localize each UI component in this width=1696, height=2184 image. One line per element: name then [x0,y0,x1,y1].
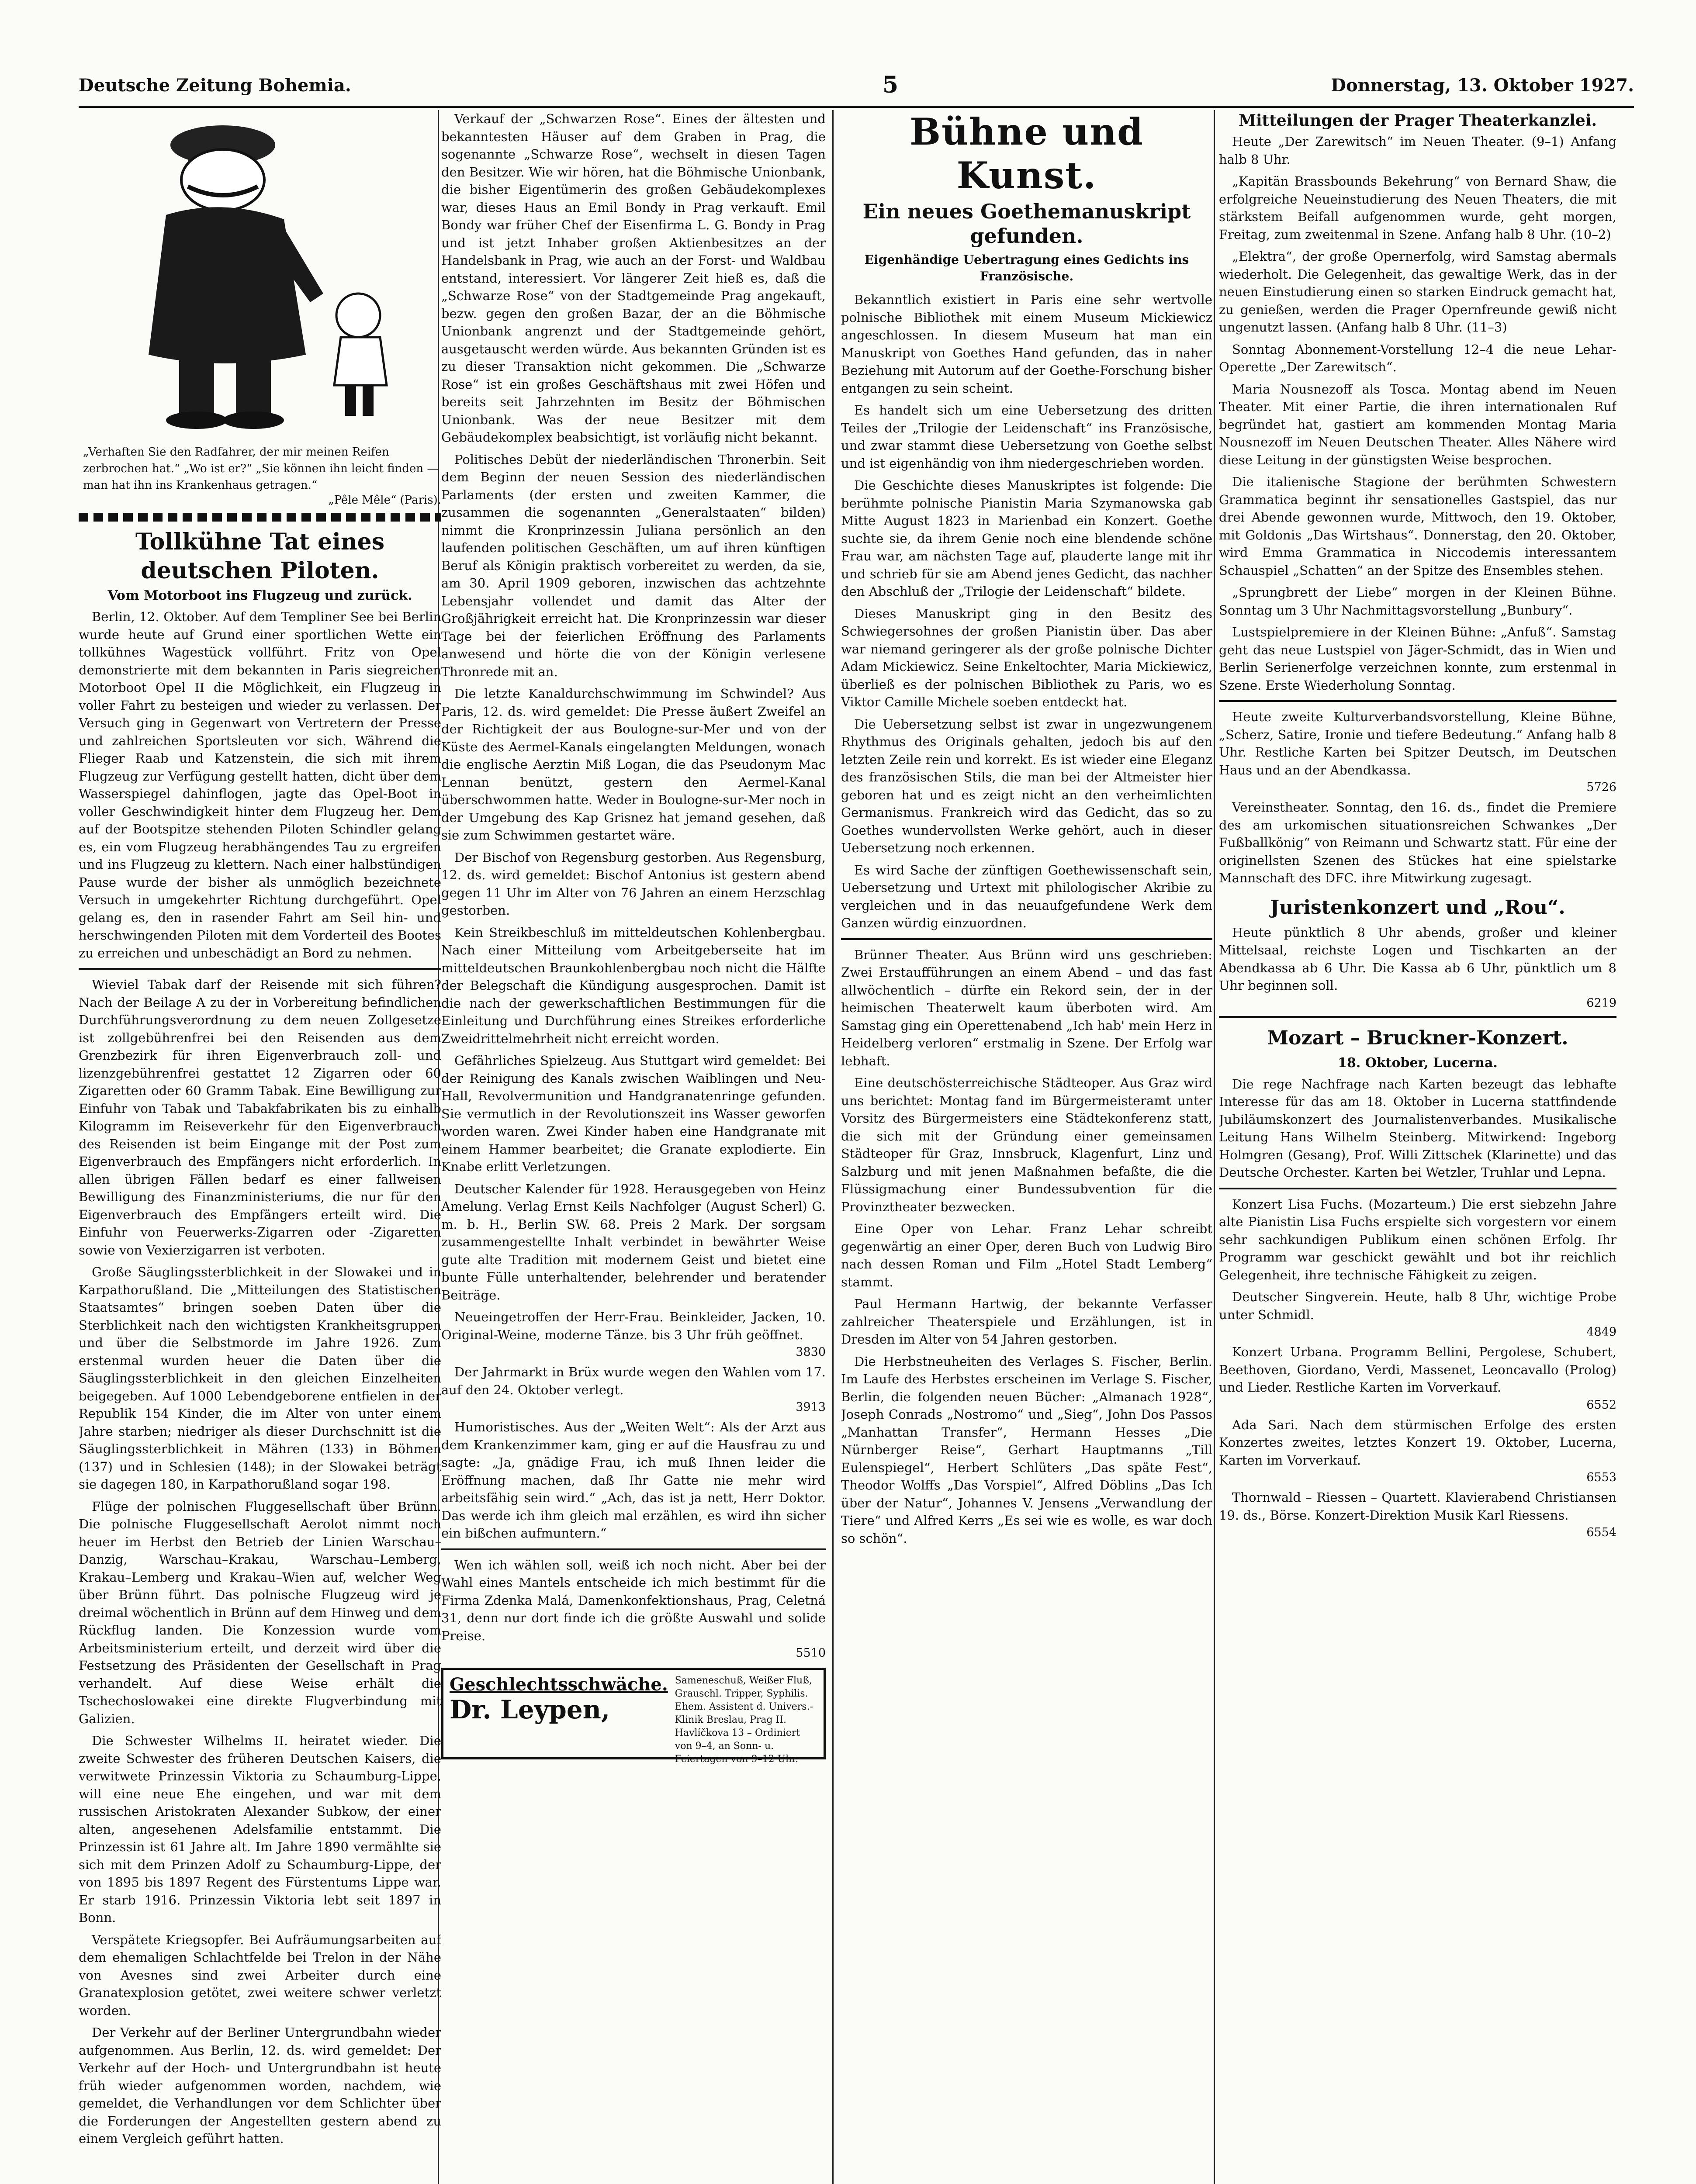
article-paragraph: Die Uebersetzung selbst ist zwar in ungezwungenem Rhythmus des Originals gehalten, jedoch bis auf den letzten Zeile rein und korrekt. Es ist wieder eine Eleganz des französischen Stils, die man bei der Altmeister hier geboren hat und es zeigt nicht an den verheimlichten Germanismus. Frankreich wird das Gedicht, das so zu Goethes wundervollsten Werke gehört, auch in dieser Uebersetzung noch erkennen. [841,716,1212,855]
concert-notice: Ada Sari. Nach dem stürmischen Erfolge des ersten Konzertes zweites, letztes Konzert 19. Oktober, Lucerna, Karten im Vorverkauf. [1219,1417,1616,1468]
news-item: Flüge der polnischen Fluggesellschaft über Brünn. Die polnische Fluggesellschaft Aerolot nimmt noch heuer im Herbst den Betrieb der Linien Warschau–Danzig, Warschau–Krakau, Warschau–Lemberg, Krakau–Lemberg und Krakau–Wien auf, welcher Weg über Brünn führt. Das polnische Flugzeug wird je dreimal wöchentlich in Brünn auf dem Hinweg und dem Rückflug landen. Die Konzession wurde vom Arbeitsministerium erteilt, und derzeit wird über die Festsetzung des Präsidenten der Gesellschaft in Prag verhandelt. Auf diese Weise erhält die Tschechoslowakei eine direkte Flugverbindung mit Galizien. [79,1499,441,1726]
ad-number: 5510 [796,1646,826,1660]
theater-notice: Die italienische Stagione der berühmten Schwestern Grammatica beginnt ihr sensationelles Gastspiel, das nur drei Abende gewonnen wurde, Mittwoch, den 19. Oktober, mit Goldonis „Das Wirtshaus“. Donnerstag, den 20. Oktober, wird Emma Grammatica in Niccodemis interessantem Schauspiel „Schatten“ an der Spitze des Ensembles stehen. [1219,474,1616,578]
divider [79,968,441,970]
ad-number: 6554 [1586,1526,1616,1539]
ad-text: Sameneschuß, Weißer Fluß, Grauschl. Tripper, Syphilis. Ehem. Assistent d. Univers.-Klinik Breslau, Prag II. Havlíčkova 13 – Ordiniert von 9–4, an Sonn- u. Feiertagen von 9–12 Uhr. [675,1675,813,1765]
divider [441,1548,826,1550]
news-item: Gefährliches Spielzeug. Aus Stuttgart wird gemeldet: Bei der Reinigung des Kanals zwischen Waiblingen und Neu-Hall, Revolvermunition und Handgranatenringe gefunden. Sie vermutlich in der Revolutionszeit ins Wasser geworfen worden waren. Zwei Kinder haben eine Handgranate mit einem Hammer bearbeitet; die Granate explodierte. Ein Knabe erlitt Verletzungen. [441,1053,826,1174]
theater-notice: Lustspielpremiere in der Kleinen Bühne: „Anfuß“. Samstag geht das neue Lustspiel von Jäger-Schmidt, das in Wien und Berlin Serienerfolge verzeichnen konnte, zum erstenmal in Szene. Erste Wiederholung Sonntag. [1219,625,1616,693]
news-item: Verspätete Kriegsopfer. Bei Aufräumungsarbeiten auf dem ehemaligen Schlachtfelde bei Trelon in der Nähe von Avesnes sind zwei Arbeiter durch eine Granatexplosion getötet, zwei weitere schwer verletzt worden. [79,1932,441,2018]
article-paragraph: Es handelt sich um eine Uebersetzung des dritten Teiles der „Trilogie der Leidenschaft“ ins Französische, und zwar stammt diese Uebersetzung von Goethe selbst und ist eigenhändig von ihm niedergeschrieben worden. [841,403,1212,471]
divider [841,938,1212,940]
column-2 [441,110,826,2184]
article-paragraph: Die Geschichte dieses Manuskriptes ist folgende: Die berühmte polnische Pianistin Maria Szymanowska gab Mitte August 1823 in Marienbad ein Konzert. Goethe suchte sie, da ihrem Genie noch eine blendende schöne Frau war, am nächsten Tage auf, plauderte lange mit ihr und schrieb für sie am Abend jenes Gedicht, das nachher den Abschluß der „Trilogie der Leidenschaft“ bildete. [841,478,1212,599]
column-rule [1214,110,1215,2184]
column-rule [832,110,834,2184]
ornamental-divider [79,513,441,522]
article-paragraph: Berlin, 12. Oktober. Auf dem Templiner See bei Berlin wurde heute auf Grund einer sportlichen Wette ein tollkühnes Wagestück vollführt. Fritz von Opel demonstrierte mit dem bekannten in Paris siegreichen Motorboot Opel II die Möglichkeit, ein Flugzeug in voller Fahrt zu besteigen und wieder zu verlassen. Der Versuch ging in Gegenwart von Vertretern der Presse und zahlreichen Sportsleuten vor sich. Während die Flieger Raab und Katzenstein, die sich mit ihrem Flugzeug zur Verfügung gestellt hatten, dicht über dem Wasserspiegel dahinflogen, jagte das Opel-Boot in voller Geschwindigkeit hinter dem Flugzeug her. Dem auf der Bootspitze stehenden Piloten Schindler gelang es, ein vom Flugzeug herabhängendes Tau zu ergreifen und ins Flugzeug zu klettern. Nach einer halbstündigen Pause wurde der bisher als unmöglich bezeichnete Versuch in umgekehrter Richtung durchgeführt. Opel gelang es, den in rasender Fahrt am Seil hin- und herschwingenden Piloten mit dem Vorderteil des Bootes zu erreichen und unbeschädigt an Bord zu nehmen. [79,609,441,961]
classified-ad: Der Jahrmarkt in Brüx wurde wegen den Wahlen vom 17. auf den 24. Oktober verlegt. [441,1365,826,1397]
news-item: Deutscher Kalender für 1928. Herausgegeben von Heinz Amelung. Verlag Ernst Keils Nachfolger (August Scherl) G. m. b. H., Berlin SW. 68. Preis 2 Mark. Der sorgsam zusammengestellte Inhalt verbindet in bewährter Weise gute alte Tradition mit modernem Geist und bietet eine bunte Fülle unterhaltender, belehrender und beratender Beiträge. [441,1181,826,1303]
column-3 [841,110,1212,2184]
article-paragraph: Bekanntlich existiert in Paris eine sehr wertvolle polnische Bibliothek mit einem Museum Mickiewicz angeschlossen. In diesem Museum hat man ein Manuskript von Goethes Hand gefunden, das in naher Beziehung mit Autorum auf der Goethe-Forschung bisher entgangen zu sein scheint. [841,292,1212,396]
running-header [79,72,1634,108]
news-item: Der Verkehr auf der Berliner Untergrundbahn wieder aufgenommen. Aus Berlin, 12. ds. wird gemeldet: Der Verkehr auf der Hoch- und Untergrundbahn ist heute früh wieder aufgenommen worden, nachdem, wie gemeldet, die Verhandlungen vor dem Schlichter über die Forderungen der Angestellten gestern abend zu einem Vergleich geführt hatten. [79,2025,441,2146]
news-item: Eine Oper von Lehar. Franz Lehar schreibt gegenwärtig an einer Oper, deren Buch von Ludwig Biro nach dessen Roman und Film „Hotel Stadt Lemberg“ stammt. [841,1221,1212,1289]
news-item: Große Säuglingssterblichkeit in der Slowakei und in Karpathorußland. Die „Mitteilungen des Statistischen Staatsamtes“ bringen soeben Daten über die Sterblichkeit nach den wichtigsten Krankheitsgruppen und über die Selbstmorde im Jahre 1926. Zum erstenmal wurden heuer die Daten über die Säuglingssterblichkeit in den gleichen Einzelheiten beigegeben. Auf 1000 Lebendgeborene entfielen in der Republik 154 Kinder, die im Alter von unter einem Jahre starben; niedriger als dieser Durchschnitt ist die Säuglingssterblichkeit in Mähren (133) in Böhmen (137) und in Schlesien (148); in der Slowakei beträgt sie dagegen 180, in Karpathorußland sogar 198. [79,1265,441,1492]
news-item: Die Schwester Wilhelms II. heiratet wieder. Die zweite Schwester des früheren Deutschen Kaisers, die verwitwete Prinzessin Viktoria zu Schaumburg-Lippe, will eine neue Ehe eingehen, und war mit dem russischen Aristokraten Alexander Subkow, der einer alten, angesehenen Adelsfamilie entstammt. Die Prinzessin ist 61 Jahre alt. Im Jahre 1890 vermählte sie sich mit dem Prinzen Adolf zu Schaumburg-Lippe, der von 1895 bis 1897 Regent des Fürstentums Lippe war. Er starb 1916. Prinzessin Viktoria lebt seit 1897 in Bonn. [79,1733,441,1925]
news-item: Politisches Debüt der niederländischen Thronerbin. Seit dem Beginn der neuen Session des niederländischen Parlaments (der ersten und zweiten Kammer, die zusammen die sogenannten „Generalstaaten“ bilden) nimmt die Kronprinzessin Juliana persönlich an den laufenden politischen Geschäften, um auf ihren künftigen Beruf als Königin praktisch vorbereitet zu werden, da sie, am 30. April 1909 geboren, inzwischen das achtzehnte Lebensjahr vollendet und damit das Alter der Großjährigkeit erreicht hat. Die Kronprinzessin war dieser Tage bei der feierlichen Eröffnung des Parlaments anwesend und hörte die von der Königin verlesene Thronrede mit an. [441,452,826,679]
ad-number: 3913 [796,1400,826,1414]
ad-number: 5726 [1586,781,1616,794]
article-deck: Eigenhändige Uebertragung eines Gedichts ins Französische. [864,252,1189,283]
news-item: Paul Hermann Hartwig, der bekannte Verfasser zahlreicher Theaterspiele und Erzählungen, ist in Dresden im Alter von 54 Jahren gestorben. [841,1296,1212,1347]
article-paragraph: Es wird Sache der zünftigen Goethewissenschaft sein, Uebersetzung und Urtext mit philologischer Akribie zu vergleichen und in das neuaufgefundene Werk dem Ganzen würdig einzuordnen. [841,862,1212,930]
theater-notice: „Elektra“, der große Opernerfolg, wird Samstag abermals wiederholt. Die Gelegenheit, das gewaltige Werk, das in der neuen Einstudierung einen so starken Eindruck gemacht hat, zu genießen, werden die Prager Opernfreunde gewiß nicht ungenutzt lassen. (Anfang halb 8 Uhr. (11–3) [1219,249,1616,335]
ad-number: 6553 [1586,1471,1616,1484]
theater-notice: Sonntag Abonnement-Vorstellung 12–4 die neue Lehar-Operette „Der Zarewitsch“. [1219,342,1616,374]
divider [1219,1016,1616,1018]
concert-notice: Die rege Nachfrage nach Karten bezeugt das lebhafte Interesse für das am 18. Oktober in Lucerna stattfindende Jubiläumskonzert des Journalistenverbandes. Musikalische Leitung Hans Wilhelm Steinberg. Mitwirkend: Ingeborg Holmgren (Gesang), Prof. Willi Zittschek (Klarinette) und das Deutsche Orchester. Karten bei Wetzler, Truhlar und Lepna. [1219,1076,1616,1180]
news-item: Kein Streikbeschluß im mitteldeutschen Kohlenbergbau. Nach einer Mitteilung vom Arbeitgeberseite hat im mitteldeutschen Braunkohlenbergbau noch nicht die Hälfte der Belegschaft die Kündigung ausgesprochen. Damit ist die nach der gewerkschaftlichen Bestimmungen für die Einleitung und Durchführung eines Streikes erforderliche Zweidrittelmehrheit nicht erreicht worden. [441,925,826,1046]
news-item: Die letzte Kanaldurchschwimmung im Schwindel? Aus Paris, 12. ds. wird gemeldet: Die Presse äußert Zweifel an der Richtigkeit der aus Boulogne-sur-Mer und von der Küste des Aermel-Kanals eingelangten Meldungen, wonach die englische Aerztin Miß Logan, die das Pseudonym Mac Lennan benützt, gestern den Aermel-Kanal überschwommen hatte. Weder in Boulogne-sur-Mer noch in der Umgebung des Kap Grisnez hat jemand gesehen, daß sie zum Schwimmen gestartet wäre. [441,686,826,843]
divider [1219,700,1616,702]
column-4 [1219,110,1616,2184]
theater-notice: Vereinstheater. Sonntag, den 16. ds., findet die Premiere des am urkomischen situationsreichen Schwankes „Der Fußballkönig“ von Reimann und Schwartz statt. Für eine der originellsten Szenen des Stückes hat eine spielstarke Mannschaft des DFC. ihre Mitwirkung zugesagt. [1219,800,1616,885]
cartoon-source: „Pêle Mêle“ (Paris). [328,494,441,507]
doctor-advertisement [441,1668,826,1765]
ad-doctor-name: Dr. Leypen, [450,1695,610,1724]
classified-ad: Neueingetroffen der Herr-Frau. Beinkleider, Jacken, 10. Original-Weine, moderne Tänze. bis 3 Uhr früh geöffnet. [441,1310,826,1342]
article-paragraph: Dieses Manuskript ging in den Besitz des Schwiegersohnes der großen Pianistin über. Das aber war niemand geringerer als der große polnische Dichter Adam Mickiewicz. Seine Enkeltochter, Maria Mickiewicz, überließ es der polnischen Bibliothek zu Paris, wo es Viktor Camille Michele soeben entdeckt hat. [841,606,1212,709]
news-item: Die Herbstneuheiten des Verlages S. Fischer, Berlin. Im Laufe des Herbstes erscheinen im Verlage S. Fischer, Berlin, die folgenden neuen Bücher: „Almanach 1928“, Joseph Conrads „Nostromo“ und „Sieg“, John Dos Passos „Manhattan Transfer“, Hermann Hesses „Die Nürnberger Reise“, Gerhart Hauptmanns „Till Eulenspiegel“, Herbert Schlüters „Das späte Fest“, Theodor Wolffs „Das Vorspiel“, Alfred Döblins „Das Ich über der Natur“, Johannes V. Jensens „Verwandlung der Tiere“ und Alfred Kerrs „Es sei wie es wolle, es war doch so schön“. [841,1354,1212,1546]
concert-notice: Konzert Urbana. Programm Bellini, Pergolese, Schubert, Beethoven, Giordano, Verdi, Massenet, Leoncavallo (Prolog) und Lieder. Restliche Karten im Vorverkauf. [1219,1344,1616,1395]
news-item: Brünner Theater. Aus Brünn wird uns geschrieben: Zwei Erstaufführungen an einem Abend – und das fast allwöchentlich – dürfte ein Rekord sein, der in der heimischen Theaterwelt kaum überboten wird. Am Samstag ging ein Operettenabend „Ich hab' mein Herz in Heidelberg verloren“ erstmalig in Szene. Der Erfolg war lebhaft. [841,947,1212,1068]
theater-notice: Heute „Der Zarewitsch“ im Neuen Theater. (9–1) Anfang halb 8 Uhr. [1219,134,1616,167]
ad-number: 4849 [1586,1325,1616,1339]
concert-notice: Deutscher Singverein. Heute, halb 8 Uhr, wichtige Probe unter Schmidl. [1219,1289,1616,1322]
news-item: Verkauf der „Schwarzen Rose“. Eines der ältesten und bekanntesten Häuser auf dem Graben in Prag, die sogenannte „Schwarze Rose“, wechselt in diesen Tagen den Besitzer. Wie wir hören, hat die Böhmische Unionbank, die bisher Eigentümerin des großen Gebäudekomplexes war, dieses Haus an Emil Bondy in Prag verkauft. Emil Bondy war früher Chef der Eisenfirma L. G. Bondy in Prag und ist jetzt Inhaber großen Aktienbesitzes an der Handelsbank in Prag, wie auch an der Forst- und Waldbau entstand, interessiert. Vor längerer Zeit hieß es, daß die „Schwarze Rose“ von der Stadtgemeinde Prag angekauft, bezw. gegen den großen Bazar, der an die Böhmische Unionbank angrenzt und der Stadtgemeinde gehört, ausgetauscht werden würde. Aus bekannten Gründen ist es zu dieser Transaktion nicht gekommen. Die „Schwarze Rose“ ist ein großes Geschäftshaus mit zwei Höfen und bereits seit Jahrzehnten im Besitz der Böhmischen Unionbank. Was der neue Besitzer mit dem Gebäudekomplex beabsichtigt, ist vorläufig nicht bekannt. [441,111,826,445]
news-item: Wieviel Tabak darf der Reisende mit sich führen? Nach der Beilage A zu der in Vorbereitung befindlichen Durchführungsverordnung zu dem neuen Zollgesetze ist zollgebührenfrei bei den Reisenden aus dem Grenzbezirk für ihren Eigenverbrauch zoll- und lizenzgebührenfrei gestattet 12 Zigarren oder 60 Zigaretten oder 60 Gramm Tabak. Eine Bewilligung zur Einfuhr von Tabak und Tabakfabrikaten bis zu einhalb Kilogramm im Reiseverkehr für den Eigenverbrauch des Reisenden ist beim Eingange mit der Post zum Eigenverbrauch des Empfängers nicht erforderlich. In allen übrigen Fällen bedarf es einer fallweisen Bewilligung des Finanzministeriums, die nur für den Eigenverbrauch des Empfängers erteilt wird. Die Einfuhr von Feuerwerks-Zigarren oder -Zigaretten sowie von Vexierzigarren ist verboten. [79,977,441,1258]
theater-notice: Maria Nousnezoff als Tosca. Montag abend im Neuen Theater. Mit einer Partie, die ihren internationalen Ruf begründet hat, gastiert am kommenden Montag Maria Nousnezoff im Neuen Deutschen Theater. Alles Nähere wird diese Leitung in der günstigsten Weise besprochen. [1219,381,1616,467]
cartoon-caption: „Verhaften Sie den Radfahrer, der mir meinen Reifen zerbrochen hat.“ „Wo ist er?“ „Sie können ihn leicht finden — man hat ihn ins Krankenhaus getragen.“ [83,446,439,492]
policeman-and-child-drawing [79,110,441,442]
article-headline: Juristenkonzert und „Rou“. [1270,896,1565,919]
ad-number: 6219 [1586,996,1616,1010]
header-paper-name: Deutsche Zeitung Bohemia. [79,75,351,96]
article-headline: Mozart – Bruckner-Konzert. [1267,1026,1568,1049]
section-heading: Mitteilungen der Prager Theaterkanzlei. [1238,111,1597,130]
cartoon-illustration [79,110,441,442]
concert-notice: Thornwald – Riessen – Quartett. Klavierabend Christiansen 19. ds., Börse. Konzert-Direktion Musik Karl Riessens. [1219,1490,1616,1523]
theater-notice: „Kapitän Brassbounds Bekehrung“ von Bernard Shaw, die erfolgreiche Neueinstudierung des Neuen Theaters, die mit stärkstem Beifall aufgenommen wurde, geht morgen, Freitag, zum zweitenmal in Szene. Anfang halb 8 Uhr. (10–2) [1219,174,1616,242]
article-deck: 18. Oktober, Lucerna. [1338,1055,1498,1071]
news-item: Humoristisches. Aus der „Weiten Welt“: Als der Arzt aus dem Krankenzimmer kam, ging er auf die Hausfrau zu und sagte: „Ja, gnädige Frau, ich muß Ihnen leider die Eröffnung machen, daß Ihr Gatte nie mehr wird arbeitsfähig sein wird.“ „Ach, das ist ja nett, Herr Doktor. Das werde ich ihm gleich mal erzählen, es wird ihn sicher ein bißchen aufmuntern.“ [441,1420,826,1541]
classified-ad: Wen ich wählen soll, weiß ich noch nicht. Aber bei der Wahl eines Mantels entscheide ich mich bestimmt für die Firma Zdenka Malá, Damenkonfektionshaus, Prag, Celetná 31, denn nur dort finde ich die größte Auswahl und solide Preise. [441,1557,826,1643]
theater-notice: „Sprungbrett der Liebe“ morgen in der Kleinen Bühne. Sonntag um 3 Uhr Nachmittagsvorstellung „Bunbury“. [1219,585,1616,618]
ad-number: 3830 [796,1345,826,1359]
concert-notice: Konzert Lisa Fuchs. (Mozarteum.) Die erst siebzehn Jahre alte Pianistin Lisa Fuchs erspielte sich vorgestern vor einem sehr sachkundigen Publikum einen schönen Erfolg. Ihr Programm war geschickt gewählt und bot ihr reichlich Gelegenheit, ihre technische Fähigkeit zu zeigen. [1219,1196,1616,1282]
column-1 [79,110,441,2184]
article-subhead: Vom Motorboot ins Flugzeug und zurück. [107,588,412,603]
ad-title: Geschlechtsschwäche. [450,1674,668,1695]
news-item: Der Bischof von Regensburg gestorben. Aus Regensburg, 12. ds. wird gemeldet: Bischof Antonius ist gestern abend gegen 11 Uhr im Alter von 76 Jahren an einem Herzschlag gestorben. [441,850,826,918]
theater-notice: Heute zweite Kulturverbandsvorstellung, Kleine Bühne, „Scherz, Satire, Ironie und tiefere Bedeutung.“ Anfang halb 8 Uhr. Restliche Karten bei Spitzer Deutsch, im Deutschen Haus und an der Abendkassa. [1219,709,1616,778]
section-title: Bühne und Kunst. [910,110,1144,197]
header-page-number: 5 [883,72,899,98]
ad-number: 6552 [1586,1398,1616,1412]
header-date: Donnerstag, 13. Oktober 1927. [1331,75,1634,96]
article-headline: Ein neues Goethemanuskript gefunden. [862,200,1191,248]
concert-notice: Heute pünktlich 8 Uhr abends, großer und kleiner Mittelsaal, reichste Logen und Tischkarten an der Abendkassa ab 6 Uhr. Die Kassa ab 6 Uhr, pünktlich um 8 Uhr beginnen soll. [1219,925,1616,993]
divider [1219,1188,1616,1189]
news-item: Eine deutschösterreichische Städteoper. Aus Graz wird uns berichtet: Montag fand im Bürgermeisteramt unter Vorsitz des Bürgermeisters eine Städtekonferenz statt, die sich mit der Gründung einer gemeinsamen Städteoper für Graz, Innsbruck, Klagenfurt, Linz und Salzburg und mit jenen Maßnahmen befaßte, die die Flüssigmachung einer Bundessubvention für die Provinztheater bezwecken. [841,1075,1212,1214]
article-headline: Tollkühne Tat eines deutschen Piloten. [135,529,385,584]
